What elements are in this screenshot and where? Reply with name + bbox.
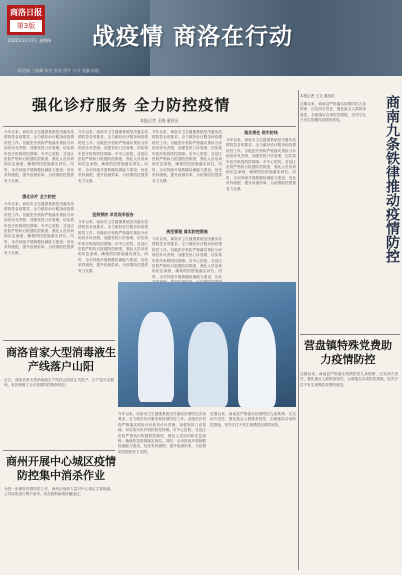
photo-figure: [138, 312, 174, 402]
masthead-logo: [7, 5, 45, 35]
article-column: 近期以来，商南县严格落实疫情防控九条铁律，压实四方责任，强化重点人群排查管控，全面落实各项防控措施，坚决守住不发生规模性疫情的底线。: [210, 412, 296, 427]
article-column: 近期以来，商南县严格落实疫情防控九条铁律，压实四方责任，强化重点人群排查管控，全面落实各项防控措施，坚决守住不发生规模性疫情的底线。: [300, 102, 366, 123]
right-byline: 本报记者 王文 通讯员: [300, 94, 335, 98]
article-column: 今年以来，商洛市卫生健康系统坚决落实疫情防控各项要求，全力做好诊疗服务和疫情防控工作。各级医疗机构严格落实预检分诊和首诊负责制，加强发热门诊管理，切实筑牢医疗机构防控屏障。市中心医院、各县区医院严格执行院感防控制度，强化人员培训和应急演练，确保防控措施落实到位。同时，全市持续开展核酸检测能力建设，优化采样流程，提升检测效率，为疫情防控提供有力支撑。: [78, 130, 148, 183]
article-column: 近期以来，商南县严格落实疫情防控九条铁律，压实四方责任，强化重点人群排查管控，全面落实各项防控措施，坚决守住不发生规模性疫情的底线。: [300, 372, 398, 387]
main-byline: 本报记者 王晓 通讯员: [140, 118, 179, 123]
section-subhead: 规范管理 落实防控措施: [166, 229, 208, 234]
article-column: 今年以来，商洛市卫生健康系统坚决落实疫情防控各项要求，全力做好诊疗服务和疫情防控工作。各级医疗机构严格落实预检分诊和首诊负责制，加强发热门诊管理，切实筑牢医疗机构防控屏障。市中心医院、各县区医院严格执行院感防控制度，强化人员培训和应急演练，确保防控措施落实到位。同时，全市持续开展核酸检测能力建设，优化采样流程，提升检测效率，为疫情防控提供有力支撑。: [78, 220, 148, 273]
page-label: 第3版: [10, 20, 42, 32]
section-subhead: 强化诊疗 全力防控: [22, 194, 56, 199]
right-headline-2: 营盘镇特殊党费助力疫情防控: [304, 339, 392, 366]
divider: [300, 334, 400, 335]
issue-date: 2022年3月17日 星期四: [8, 38, 52, 43]
divider: [3, 340, 115, 341]
header-banner: [0, 0, 402, 76]
masthead-name: 商洛日报: [10, 7, 42, 17]
left-headline-2: 商州开展中心城区疫情防控集中消杀作业: [6, 455, 116, 482]
divider: [3, 126, 296, 127]
article-column: 近日，商洛首家大型消毒液生产线在山阳县正式投产，日产量可达数吨，有效保障了全市疫情防控物资供应。: [4, 378, 114, 388]
article-column: 今年以来，商洛市卫生健康系统坚决落实疫情防控各项要求，全力做好诊疗服务和疫情防控工作。各级医疗机构严格落实预检分诊和首诊负责制，加强发热门诊管理，切实筑牢医疗机构防控屏障。市中心医院、各县区医院严格执行院感防控制度，强化人员培训和应急演练，确保防控措施落实到位。同时，全市持续开展核酸检测能力建设，优化采样流程，提升检测效率，为疫情防控提供有力支撑。: [152, 130, 222, 183]
right-headline: 商南九条铁律推动疫情防控: [384, 95, 400, 263]
article-column: 今年以来，商洛市卫生健康系统坚决落实疫情防控各项要求，全力做好诊疗服务和疫情防控工作。各级医疗机构严格落实预检分诊和首诊负责制，加强发热门诊管理，切实筑牢医疗机构防控屏障。市中心医院、各县区医院严格执行院感防控制度，强化人员培训和应急演练，确保防控措施落实到位。同时，全市持续开展核酸检测能力建设，优化采样流程，提升检测效率，为疫情防控提供有力支撑。: [4, 202, 74, 255]
main-headline: 强化诊疗服务 全力防控疫情: [32, 96, 231, 114]
photo-figure: [238, 317, 276, 407]
article-column: 今年以来，商洛市卫生健康系统坚决落实疫情防控各项要求，全力做好诊疗服务和疫情防控工作。各级医疗机构严格落实预检分诊和首诊负责制，加强发热门诊管理，切实筑牢医疗机构防控屏障。市中心医院、各县区医院严格执行院感防控制度，强化人员培训和应急演练，确保防控措施落实到位。同时，全市持续开展核酸检测能力建设，优化采样流程，提升检测效率，为疫情防控提供有力支撑。: [118, 412, 206, 454]
article-column: 为进一步做好疫情防控工作，商州区组织力量对中心城区主要街道、公共场所进行集中消杀，切实阻断病毒传播途径。: [4, 487, 114, 497]
article-column: 今年以来，商洛市卫生健康系统坚决落实疫情防控各项要求，全力做好诊疗服务和疫情防控工作。各级医疗机构严格落实预检分诊和首诊负责制，加强发热门诊管理，切实筑牢医疗机构防控屏障。市中心医院、各县区医院严格执行院感防控制度，强化人员培训和应急演练，确保防控措施落实到位。同时，全市持续开展核酸检测能力建设，优化采样流程，提升检测效率，为疫情防控提供有力支撑。: [4, 130, 74, 183]
banner-title: 战疫情 商洛在行动: [92, 23, 294, 50]
photo-figure: [188, 322, 228, 407]
column-divider: [298, 90, 299, 570]
section-subhead: 坚持预防 早发现早报告: [92, 212, 134, 217]
editor-credits: 一版责编 王晓峰 校对 张亮 照片 小马 美编 何超: [14, 68, 99, 73]
left-headline: 商洛首家大型消毒液生产线落户山阳: [6, 346, 116, 373]
article-column: 今年以来，商洛市卫生健康系统坚决落实疫情防控各项要求，全力做好诊疗服务和疫情防控工作。各级医疗机构严格落实预检分诊和首诊负责制，加强发热门诊管理，切实筑牢医疗机构防控屏障。市中心医院、各县区医院严格执行院感防控制度，强化人员培训和应急演练，确保防控措施落实到位。同时，全市持续开展核酸检测能力建设，优化: [152, 237, 222, 279]
article-column: 今年以来，商洛市卫生健康系统坚决落实疫情防控各项要求，全力做好诊疗服务和疫情防控工作。各级医疗机构严格落实预检分诊和首诊负责制，加强发热门诊管理，切实筑牢医疗机构防控屏障。市中心医院、各县区医院严格执行院感防控制度，强化人员培训和应急演练，确保防控措施落实到位。同时，全市持续开展核酸检测能力建设，优化采样流程，提升检测效率，为疫情防控提供有力支撑。: [226, 138, 296, 191]
section-subhead: 落实责任 筑牢防线: [244, 130, 278, 135]
divider: [3, 450, 115, 451]
news-photo: [118, 282, 296, 407]
